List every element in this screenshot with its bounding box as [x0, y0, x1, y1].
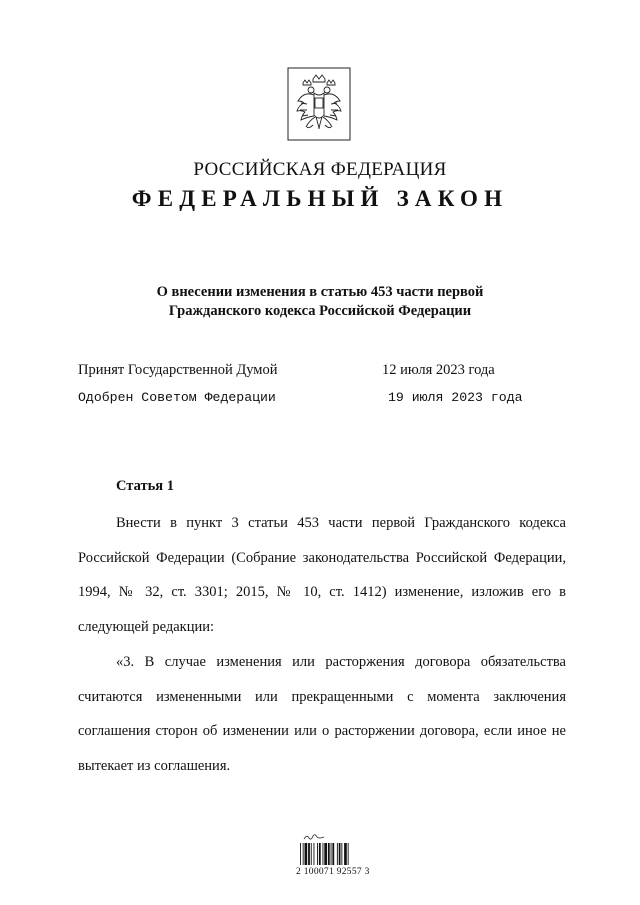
country-name: РОССИЙСКАЯ ФЕДЕРАЦИЯ — [193, 159, 447, 180]
law-title — [0, 283, 640, 321]
approval-council-label: Одобрен Советом Федерации — [78, 390, 276, 405]
approval-council-date: 19 июля 2023 года — [388, 390, 523, 405]
law-title-line-2: Гражданского кодекса Российской Федерации — [168, 303, 472, 319]
article-heading: Статья 1 — [116, 478, 174, 494]
barcode-icon — [300, 843, 368, 865]
barcode-number: 2 100071 92557 3 — [296, 867, 370, 877]
document-type: ФЕДЕРАЛЬНЫЙ ЗАКОН — [131, 186, 509, 211]
approval-duma-date: 12 июля 2023 года — [382, 362, 495, 378]
article-paragraph-2: «3. В случае изменения или расторжения договора обязательства считаются измененными или прекращенными с момента заключения соглашения сторон об изменении или о расторжении договора, если иное не вытекает из соглашения. — [78, 654, 566, 774]
signature-mark-icon — [303, 833, 325, 841]
approval-duma-label: Принят Государственной Думой — [78, 362, 278, 378]
article-paragraph-1: Внести в пункт 3 статьи 453 части первой Гражданского кодекса Российской Федерации (Собрание законодательства Российской Федерации, 1994, № 32, ст. 3301; 2015, № 10, ст. 1412) изменение, изложив его в следующей редакции: — [78, 515, 566, 635]
law-title-line-1: О внесении изменения в статью 453 части первой — [156, 284, 484, 300]
coat-of-arms-icon — [287, 67, 351, 141]
